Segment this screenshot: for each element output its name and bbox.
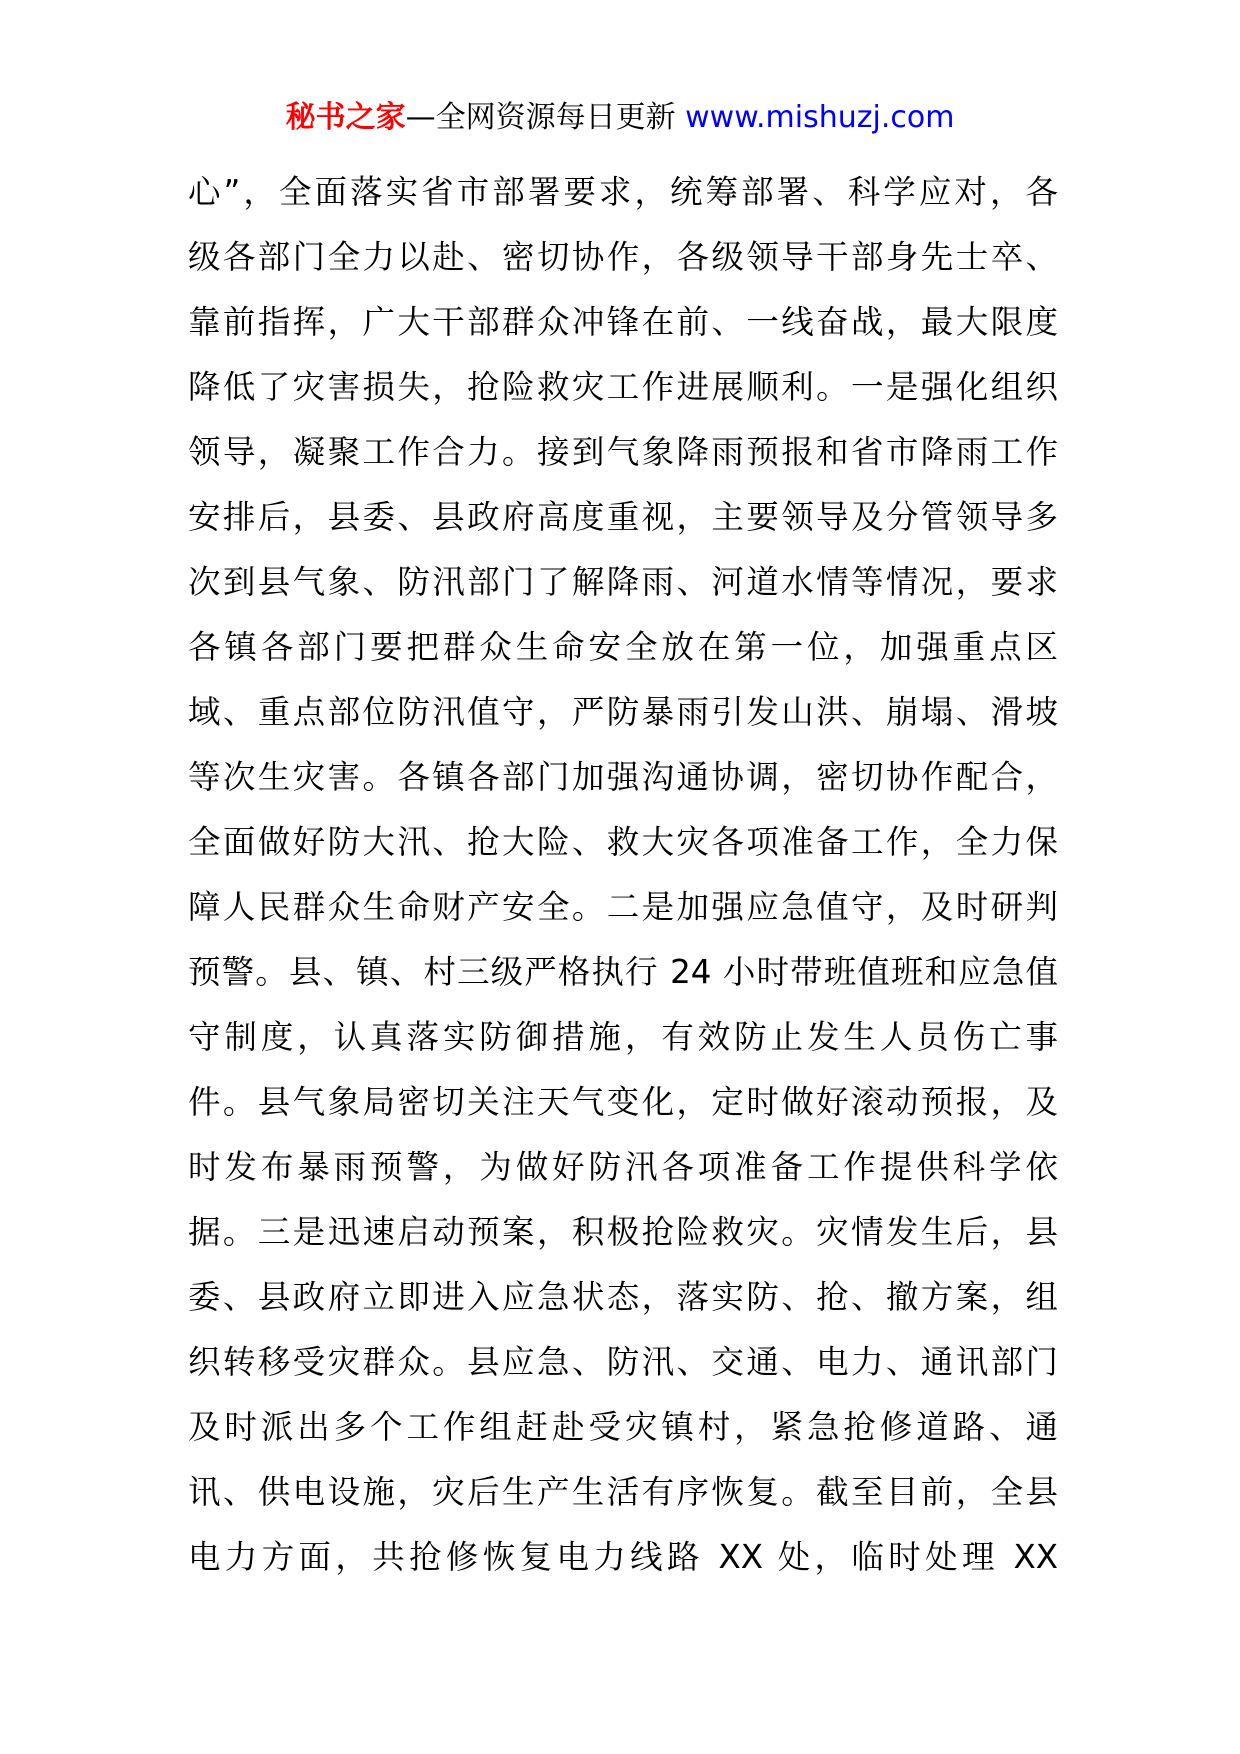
page-header	[0, 98, 1240, 138]
text-line: 靠前指挥，广大干部群众冲锋在前、一线奋战，最大限度	[188, 303, 1058, 341]
text-line: 域、重点部位防汛值守，严防暴雨引发山洪、崩塌、滑坡	[188, 693, 1058, 731]
site-url-link[interactable]: www.mishuzj.com	[685, 100, 955, 135]
text-line: 各镇各部门要把群众生命安全放在第一位，加强重点区	[188, 628, 1058, 666]
text-line: 等次生灾害。各镇各部门加强沟通协调，密切协作配合，	[188, 758, 1058, 796]
text-line: 心”，全面落实省市部署要求，统筹部署、科学应对，各	[188, 173, 1058, 211]
text-line: 时发布暴雨预警，为做好防汛各项准备工作提供科学依	[188, 1148, 1058, 1186]
text-line: 降低了灾害损失，抢险救灾工作进展顺利。一是强化组织	[188, 368, 1058, 406]
brand-name: 秘书之家	[285, 100, 406, 135]
text-line: 件。县气象局密切关注天气变化，定时做好滚动预报，及	[188, 1083, 1058, 1121]
text-line: 安排后，县委、县政府高度重视，主要领导及分管领导多	[188, 498, 1058, 536]
text-line: 级各部门全力以赴、密切协作，各级领导干部身先士卒、	[188, 238, 1058, 276]
text-line: 守制度，认真落实防御措施，有效防止发生人员伤亡事	[188, 1018, 1058, 1056]
text-line: 次到县气象、防汛部门了解降雨、河道水情等情况，要求	[188, 563, 1058, 601]
text-line: 电力方面，共抢修恢复电力线路 XX 处，临时处理 XX	[188, 1538, 1058, 1576]
document-body	[188, 160, 1058, 1590]
text-line: 全面做好防大汛、抢大险、救大灾各项准备工作，全力保	[188, 823, 1058, 861]
text-line: 据。三是迅速启动预案，积极抢险救灾。灾情发生后，县	[188, 1213, 1058, 1251]
text-line: 及时派出多个工作组赶赴受灾镇村，紧急抢修道路、通	[188, 1408, 1058, 1446]
text-line: 织转移受灾群众。县应急、防汛、交通、电力、通讯部门	[188, 1343, 1058, 1381]
text-line: 障人民群众生命财产安全。二是加强应急值守，及时研判	[188, 888, 1058, 926]
text-line: 领导，凝聚工作合力。接到气象降雨预报和省市降雨工作	[188, 433, 1058, 471]
text-line: 预警。县、镇、村三级严格执行 24 小时带班值班和应急值	[188, 953, 1058, 991]
text-line: 讯、供电设施，灾后生产生活有序恢复。截至目前，全县	[188, 1473, 1058, 1511]
text-line: 委、县政府立即进入应急状态，落实防、抢、撤方案，组	[188, 1278, 1058, 1316]
header-tagline: —全网资源每日更新	[405, 100, 676, 135]
